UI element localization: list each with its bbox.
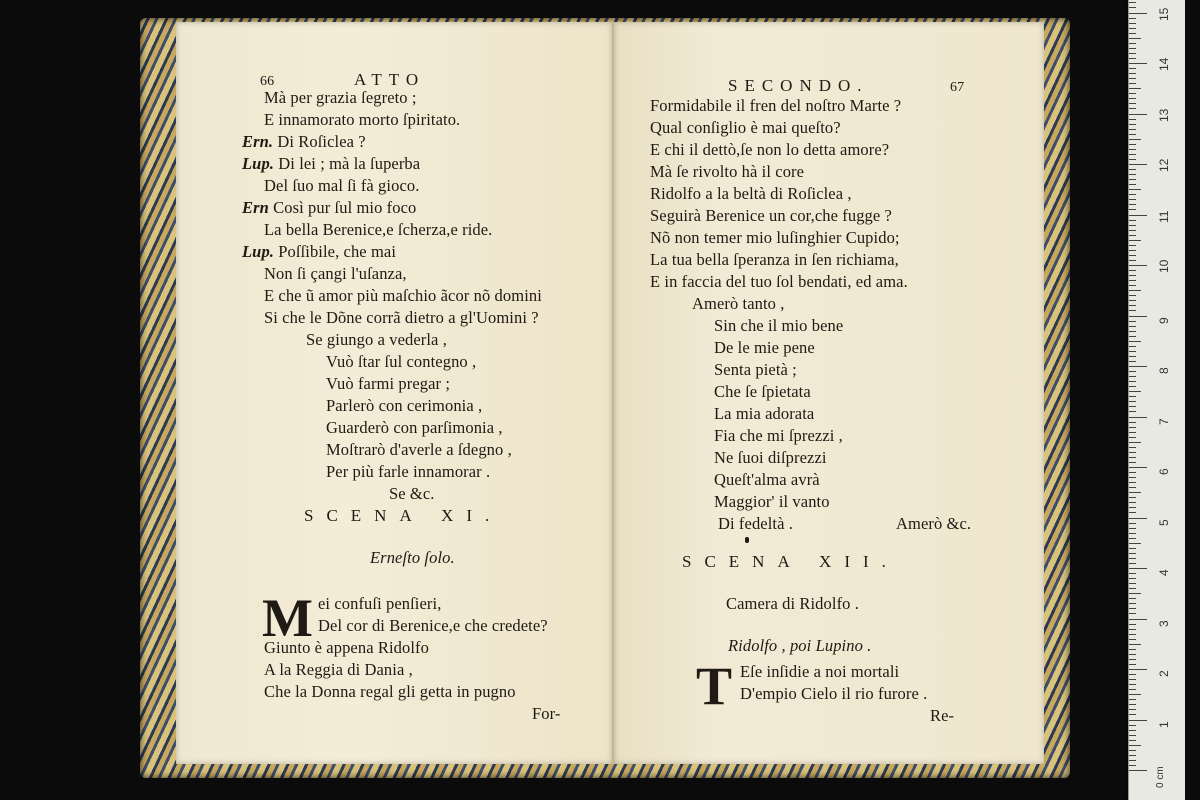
line-text: La bella Berenice,e ſcherza,e ride. (264, 220, 493, 239)
line-text: Qual conſiglio è mai queſto? (650, 118, 841, 137)
line-text: Vuò ſtar ſul contegno , (326, 352, 477, 371)
text-line (326, 352, 476, 372)
ruler-tick (1129, 209, 1136, 210)
line-text: Per più farle innamorar . (326, 462, 491, 481)
line-text: Di lei ; mà la ſuperba (278, 154, 421, 173)
ruler-tick (1129, 452, 1136, 453)
ruler-tick (1129, 497, 1136, 498)
text-line (650, 118, 841, 138)
ruler-number: 6 (1157, 468, 1171, 475)
ruler-tick (1129, 664, 1136, 665)
scale-ruler (1128, 0, 1185, 800)
line-text: Così pur ſul mio foco (273, 198, 417, 217)
ruler-tick (1129, 300, 1136, 301)
line-text: La mia adorata (714, 404, 815, 423)
text-line (714, 492, 830, 512)
speaker-label: Lup. (242, 154, 279, 173)
ruler-number: 4 (1157, 569, 1171, 576)
running-head: ATTO (354, 70, 426, 89)
ruler-tick (1129, 684, 1136, 685)
ruler-tick (1129, 114, 1147, 115)
ruler-tick (1129, 255, 1136, 256)
ruler-tick (1129, 194, 1136, 195)
ruler-tick (1129, 199, 1136, 200)
line-text: Fia che mi ſprezzi , (714, 426, 843, 445)
ruler-number: 5 (1157, 518, 1171, 526)
ruler-tick (1129, 119, 1136, 120)
ruler-tick (1129, 432, 1136, 433)
ruler-tick (1129, 528, 1136, 529)
line-text: Poſſibile, che mai (278, 242, 397, 261)
ruler-tick (1129, 280, 1136, 281)
text-line (650, 96, 901, 116)
ruler-tick (1129, 129, 1136, 130)
line-text: Eſe inſidie a noi mortali (740, 662, 900, 681)
text-line (242, 198, 416, 218)
ruler-tick (1129, 679, 1136, 680)
ruler-tick (1129, 523, 1136, 524)
text-line (650, 272, 908, 292)
ruler-tick (1129, 406, 1136, 407)
ruler-tick (1129, 422, 1136, 423)
text-line (650, 250, 899, 270)
ruler-tick (1129, 18, 1136, 19)
ruler-tick (1129, 492, 1141, 493)
ruler-number: 11 (1157, 210, 1171, 223)
ruler-tick (1129, 699, 1136, 700)
ruler-tick (1129, 396, 1136, 397)
ruler-tick (1129, 437, 1136, 438)
ruler-tick (1129, 512, 1136, 513)
ruler-tick (1129, 427, 1136, 428)
ruler-tick (1129, 290, 1141, 291)
ruler-number: 9 (1157, 316, 1171, 324)
ruler-number: 1 (1157, 720, 1171, 728)
ruler-tick (1129, 755, 1136, 756)
ruler-tick (1129, 588, 1136, 589)
text-line (242, 242, 396, 262)
ruler-tick (1129, 533, 1136, 534)
ruler-tick (1129, 548, 1136, 549)
line-text: Si che le Dõne corrã dietro a gl'Uomini ? (264, 308, 539, 327)
ruler-tick (1129, 553, 1136, 554)
ruler-tick (1129, 240, 1141, 241)
ruler-tick (1129, 573, 1136, 574)
ruler-tick (1129, 78, 1136, 79)
line-text: Ne ſuoi diſprezzi (714, 448, 827, 467)
text-line (264, 264, 407, 284)
text-line (326, 440, 512, 460)
line-text: Sin che il mio bene (714, 316, 844, 335)
ruler-tick (1129, 745, 1141, 746)
ruler-tick (1129, 376, 1136, 377)
text-line (264, 638, 429, 658)
line-text: E che ũ amor più maſchio ãcor nõ domini (264, 286, 542, 305)
text-line (714, 360, 797, 380)
text-line (264, 88, 417, 108)
text-line (692, 294, 785, 314)
text-line (650, 228, 900, 248)
ruler-tick (1129, 649, 1136, 650)
ruler-tick (1129, 250, 1136, 251)
ruler-tick (1129, 305, 1136, 306)
ruler-tick (1129, 164, 1147, 165)
ruler-tick (1129, 159, 1136, 160)
text-line (714, 470, 820, 490)
line-text: Mà per grazia ſegreto ; (264, 88, 417, 107)
line-text: Amerò tanto , (692, 294, 785, 313)
text-line (318, 616, 548, 636)
text-line (242, 154, 420, 174)
line-text: Maggior' il vanto (714, 492, 830, 511)
ruler-tick (1129, 598, 1136, 599)
ruler-tick (1129, 134, 1136, 135)
ruler-tick (1129, 720, 1147, 721)
ruler-tick (1129, 487, 1136, 488)
ruler-number: 10 (1157, 259, 1171, 273)
ruler-tick (1129, 725, 1136, 726)
ruler-tick (1129, 583, 1136, 584)
ruler-tick (1129, 179, 1136, 180)
text-line (740, 684, 927, 704)
ruler-tick (1129, 558, 1136, 559)
ruler-tick (1129, 68, 1136, 69)
ruler-tick (1129, 103, 1136, 104)
ruler-tick (1129, 139, 1141, 140)
scene-subtitle: Ridolfo , poi Lupino . (728, 636, 872, 655)
ruler-tick (1129, 260, 1136, 261)
ruler-tick (1129, 184, 1136, 185)
ruler-tick (1129, 750, 1136, 751)
ruler-tick (1129, 346, 1136, 347)
ruler-number: 15 (1157, 7, 1171, 21)
ruler-tick (1129, 7, 1136, 8)
line-text: E in faccia del tuo ſol bendati, ed ama. (650, 272, 908, 291)
ruler-tick (1129, 568, 1147, 569)
text-line (718, 514, 793, 534)
ruler-tick (1129, 124, 1136, 125)
text-line (714, 316, 843, 336)
line-text: Nõ non temer mio luſinghier Cupido; (650, 228, 900, 247)
line-text: ei confuſi penſieri, (318, 594, 442, 613)
ruler-tick (1129, 578, 1136, 579)
ruler-tick (1129, 740, 1136, 741)
ruler-tick (1129, 765, 1136, 766)
ruler-tick (1129, 639, 1136, 640)
ruler-tick (1129, 58, 1136, 59)
ruler-tick (1129, 154, 1136, 155)
ruler-tick (1129, 265, 1147, 266)
ruler-tick (1129, 93, 1136, 94)
ruler-tick (1129, 689, 1136, 690)
line-text: Se &c. (389, 484, 435, 503)
line-text: Di fedeltà . (718, 514, 793, 533)
line-text: Del cor di Berenice,e che credete? (318, 616, 548, 635)
ruler-tick (1129, 401, 1136, 402)
line-text: La tua bella ſperanza in ſen richiama, (650, 250, 899, 269)
ruler-tick (1129, 98, 1136, 99)
ruler-tick (1129, 275, 1136, 276)
left-page (176, 22, 614, 764)
ruler-number: 3 (1157, 619, 1171, 627)
ruler-tick (1129, 331, 1136, 332)
ruler-tick (1129, 507, 1136, 508)
ruler-tick (1129, 760, 1136, 761)
line-text: D'empio Cielo il rio furore . (740, 684, 928, 703)
ruler-tick (1129, 391, 1141, 392)
text-line (714, 426, 843, 446)
ruler-tick (1129, 356, 1136, 357)
ruler-tick (1129, 189, 1141, 190)
ruler-tick (1129, 38, 1141, 39)
ruler-tick (1129, 381, 1136, 382)
ruler-number: 7 (1157, 417, 1171, 425)
ruler-tick (1129, 174, 1136, 175)
text-line (306, 330, 447, 350)
text-line (714, 404, 814, 424)
text-line (326, 396, 482, 416)
line-text: E innamorato morto ſpiritato. (264, 110, 461, 129)
ruler-tick (1129, 467, 1147, 468)
drop-cap: M (262, 588, 313, 648)
ruler-tick (1129, 608, 1136, 609)
ruler-tick (1129, 613, 1136, 614)
ruler-tick (1129, 245, 1136, 246)
ruler-tick (1129, 351, 1136, 352)
catchword: Re- (930, 706, 955, 725)
text-line (264, 308, 539, 328)
text-line (650, 140, 889, 160)
ruler-tick (1129, 735, 1136, 736)
ruler-tick (1129, 285, 1136, 286)
text-line (714, 338, 815, 358)
text-line (650, 184, 852, 204)
speaker-label: Lup. (242, 242, 279, 261)
text-line (326, 462, 490, 482)
speaker-label: Ern (242, 198, 274, 217)
text-line (326, 374, 450, 394)
line-text: Senta pietà ; (714, 360, 797, 379)
ruler-tick (1129, 603, 1136, 604)
ruler-tick (1129, 341, 1141, 342)
ruler-tick (1129, 88, 1141, 89)
ruler-tick (1129, 108, 1136, 109)
ruler-tick (1129, 386, 1136, 387)
ruler-tick (1129, 220, 1136, 221)
line-text: Di Roſiclea ? (277, 132, 366, 151)
ruler-tick (1129, 593, 1141, 594)
ruler-tick (1129, 543, 1141, 544)
ruler-number: 12 (1157, 158, 1171, 172)
text-line (318, 594, 441, 614)
ruler-tick (1129, 230, 1136, 231)
scene-subtitle: Erneſto ſolo. (370, 548, 455, 567)
ruler-tick (1129, 417, 1147, 418)
ruler-number: 13 (1157, 108, 1171, 122)
ruler-tick (1129, 48, 1136, 49)
line-text: Del ſuo mal ſi fà gioco. (264, 176, 420, 195)
ruler-tick (1129, 624, 1136, 625)
ruler-number: 14 (1157, 57, 1171, 71)
ruler-tick (1129, 316, 1147, 317)
ruler-tick (1129, 714, 1136, 715)
ruler-tick (1129, 411, 1136, 412)
ruler-tick (1129, 644, 1141, 645)
ruler-tick (1129, 634, 1136, 635)
text-line (242, 132, 366, 152)
ruler-tick (1129, 295, 1136, 296)
line-text: Queſt'alma avrà (714, 470, 820, 489)
line-text: De le mie pene (714, 338, 815, 357)
right-page (614, 22, 1044, 764)
page-number: 67 (950, 80, 965, 95)
ruler-tick (1129, 629, 1136, 630)
running-head: SECONDO. (728, 76, 869, 95)
line-text: Formidabile il fren del noſtro Marte ? (650, 96, 902, 115)
scene-location: Camera di Ridolfo . (726, 594, 859, 613)
ruler-tick (1129, 73, 1136, 74)
ruler-tick (1129, 704, 1136, 705)
ruler-tick (1129, 63, 1147, 64)
refrain: Amerò &c. (896, 514, 972, 533)
ruler-tick (1129, 2, 1136, 3)
ruler-tick (1129, 371, 1136, 372)
ruler-tick (1129, 457, 1136, 458)
ruler-tick (1129, 462, 1136, 463)
line-text: Giunto è appena Ridolfo (264, 638, 429, 657)
ruler-tick (1129, 563, 1136, 564)
ruler-tick (1129, 33, 1136, 34)
text-line (714, 448, 827, 468)
ruler-tick (1129, 659, 1136, 660)
ruler-number: 2 (1157, 670, 1171, 677)
text-line (650, 162, 804, 182)
ruler-tick (1129, 336, 1136, 337)
text-line (264, 660, 413, 680)
ruler-tick (1129, 144, 1136, 145)
ruler-tick (1129, 53, 1136, 54)
text-line (740, 662, 899, 682)
text-line (264, 682, 516, 702)
ruler-tick (1129, 225, 1136, 226)
ruler-tick (1129, 730, 1136, 731)
ruler-tick (1129, 43, 1136, 44)
ruler-tick (1129, 215, 1147, 216)
ruler-tick (1129, 235, 1136, 236)
text-line (714, 382, 811, 402)
line-text: Parlerò con cerimonia , (326, 396, 483, 415)
text-line (264, 176, 419, 196)
ruler-tick (1129, 502, 1136, 503)
line-text: Seguirà Berenice un cor,che fugge ? (650, 206, 892, 225)
line-text: Moſtrarò d'averle a ſdegno , (326, 440, 512, 459)
ruler-tick (1129, 169, 1136, 170)
catchword: For- (532, 704, 561, 723)
ornament-dot (745, 537, 749, 543)
ruler-tick (1129, 149, 1136, 150)
ruler-tick (1129, 694, 1141, 695)
page-number: 66 (260, 74, 275, 89)
ruler-tick (1129, 442, 1141, 443)
ruler-tick (1129, 270, 1136, 271)
ruler-tick (1129, 709, 1136, 710)
drop-cap: T (696, 656, 733, 716)
ruler-tick (1129, 518, 1147, 519)
line-text: Guarderò con parſimonia , (326, 418, 503, 437)
line-text: E chi il dettò,ſe non lo detta amore? (650, 140, 890, 159)
ruler-tick (1129, 321, 1136, 322)
text-line (264, 220, 492, 240)
ruler-tick (1129, 28, 1136, 29)
ruler-tick (1129, 770, 1147, 771)
ruler-tick (1129, 619, 1147, 620)
ruler-unit-label: 0 cm (1155, 766, 1166, 788)
speaker-label: Ern. (242, 132, 278, 151)
ruler-tick (1129, 669, 1147, 670)
ruler-tick (1129, 310, 1136, 311)
ruler-tick (1129, 472, 1136, 473)
ruler-tick (1129, 477, 1136, 478)
ruler-tick (1129, 83, 1136, 84)
ruler-tick (1129, 361, 1136, 362)
scene-heading: SCENA XII. (682, 552, 899, 571)
line-text: Non ſi çangi l'uſanza, (264, 264, 407, 283)
text-line (389, 484, 435, 504)
line-text: Che la Donna regal gli getta in pugno (264, 682, 516, 701)
line-text: Ridolfo a la beltà di Roſiclea , (650, 184, 852, 203)
ruler-tick (1129, 23, 1136, 24)
line-text: A la Reggia di Dania , (264, 660, 413, 679)
ruler-number: 8 (1157, 367, 1171, 374)
ruler-tick (1129, 654, 1136, 655)
line-text: Se giungo a vederla , (306, 330, 447, 349)
ruler-tick (1129, 366, 1147, 367)
scene-heading: SCENA XI. (304, 506, 503, 525)
ruler-tick (1129, 674, 1136, 675)
ruler-tick (1129, 482, 1136, 483)
text-line (264, 286, 542, 306)
line-text: Vuò farmi pregar ; (326, 374, 451, 393)
ruler-tick (1129, 13, 1147, 14)
ruler-tick (1129, 538, 1136, 539)
text-line (650, 206, 892, 226)
text-line (264, 110, 460, 130)
line-text: Mà ſe rivolto hà il core (650, 162, 805, 181)
ruler-tick (1129, 447, 1136, 448)
ruler-tick (1129, 326, 1136, 327)
line-text: Che ſe ſpietata (714, 382, 811, 401)
ruler-tick (1129, 204, 1136, 205)
text-line (326, 418, 503, 438)
